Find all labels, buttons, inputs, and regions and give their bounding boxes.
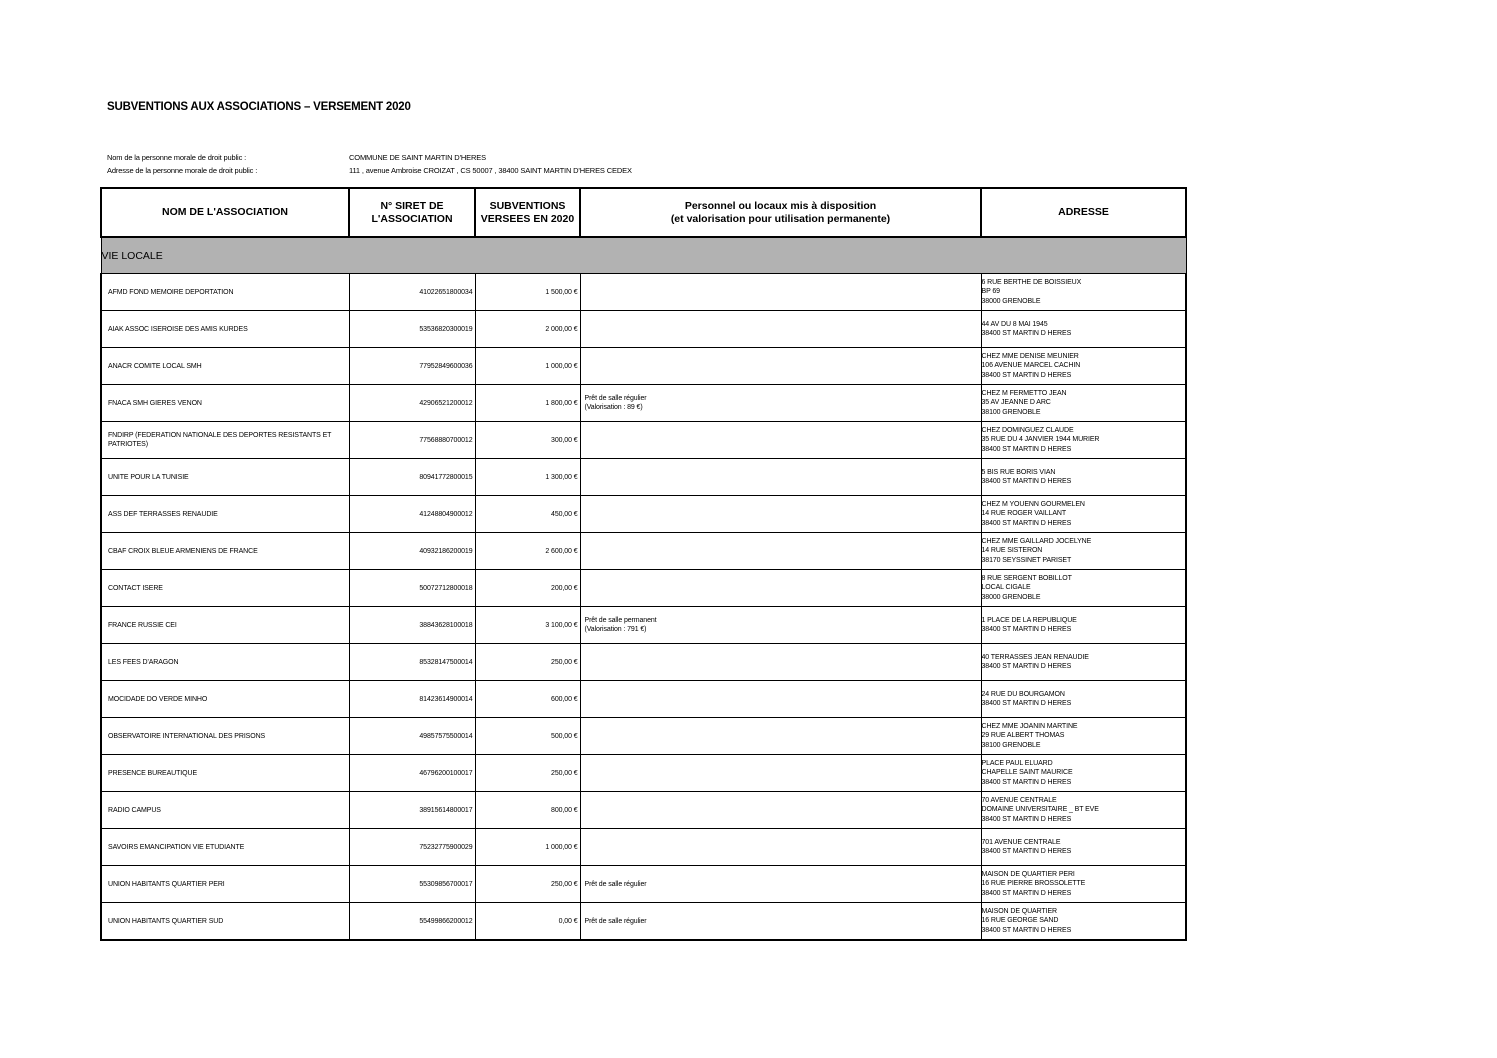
personnel-line: Prêt de salle régulier <box>584 917 647 925</box>
personnel-line: (Valorisation : 89 €) <box>584 404 643 411</box>
entity-address-value: 111 , avenue Ambroise CROIZAT , CS 50007 , 38400 SAINT MARTIN D'HERES CEDEX <box>349 166 632 175</box>
siret-number: 75232775900029 <box>349 829 475 866</box>
table-row <box>101 311 1186 348</box>
address-cell <box>981 533 1186 570</box>
address-cell <box>981 348 1186 385</box>
personnel-cell <box>580 422 981 459</box>
address-line: 701 AVENUE CENTRALE <box>981 838 1061 846</box>
address-line: 14 RUE ROGER VAILLANT <box>981 510 1067 518</box>
association-name: FNACA SMH GIERES VENON <box>101 385 349 422</box>
personnel-line: Prêt de salle régulier <box>584 395 647 402</box>
subsidy-amount: 2 000,00 € <box>475 311 580 348</box>
siret-number: 41248804900012 <box>349 496 475 533</box>
association-name: AFMD FOND MEMOIRE DEPORTATION <box>101 274 349 311</box>
personnel-cell <box>580 755 981 792</box>
association-name: AIAK ASSOC ISEROISE DES AMIS KURDES <box>101 311 349 348</box>
personnel-cell <box>580 533 981 570</box>
siret-number: 77568880700012 <box>349 422 475 459</box>
address-line: 38400 ST MARTIN D HERES <box>981 663 1072 670</box>
subsidy-amount: 300,00 € <box>475 422 580 459</box>
address-line: 38400 ST MARTIN D HERES <box>981 330 1072 337</box>
address-line: 35 AV JEANNE D ARC <box>981 399 1051 407</box>
personnel-cell <box>580 570 981 607</box>
header-personnel: Personnel ou locaux mis à disposition (et valorisation pour utilisation permanente) <box>580 188 981 237</box>
siret-number: 53536820300019 <box>349 311 475 348</box>
association-name: SAVOIRS EMANCIPATION VIE ETUDIANTE <box>101 829 349 866</box>
association-name: UNITE POUR LA TUNISIE <box>101 459 349 496</box>
siret-number: 77952849600036 <box>349 348 475 385</box>
address-cell <box>981 829 1186 866</box>
table-row <box>101 348 1186 385</box>
table-row <box>101 496 1186 533</box>
table-row <box>101 755 1186 792</box>
siret-number: 46796200100017 <box>349 755 475 792</box>
address-line: 44 AV DU 8 MAI 1945 <box>981 320 1048 328</box>
address-line: MAISON DE QUARTIER <box>981 907 1057 915</box>
address-line: CHEZ M YOUENN GOURMELEN <box>981 500 1085 508</box>
association-name: CBAF CROIX BLEUE ARMENIENS DE FRANCE <box>101 533 349 570</box>
personnel-cell <box>580 607 981 644</box>
subsidy-amount: 1 000,00 € <box>475 348 580 385</box>
table-row <box>101 866 1186 903</box>
personnel-cell <box>580 385 981 422</box>
subsidy-amount: 0,00 € <box>475 903 580 941</box>
address-line: 6 RUE BERTHE DE BOISSIEUX <box>981 278 1082 286</box>
address-line: 38100 GRENOBLE <box>981 741 1041 749</box>
association-name: ASS DEF TERRASSES RENAUDIE <box>101 496 349 533</box>
address-line: 38400 ST MARTIN D HERES <box>981 700 1072 707</box>
table-row <box>101 718 1186 755</box>
address-cell <box>981 459 1186 496</box>
siret-number: 42906521200012 <box>349 385 475 422</box>
subsidy-amount: 2 600,00 € <box>475 533 580 570</box>
address-line: 38400 ST MARTIN D HERES <box>981 889 1072 897</box>
address-line: 38400 ST MARTIN D HERES <box>981 519 1072 527</box>
siret-number: 55309856700017 <box>349 866 475 903</box>
personnel-cell <box>580 274 981 311</box>
subsidies-table <box>100 187 1187 941</box>
table-row <box>101 533 1186 570</box>
personnel-cell <box>580 459 981 496</box>
association-name: RADIO CAMPUS <box>101 792 349 829</box>
address-line: CHEZ M FERMETTO JEAN <box>981 389 1067 397</box>
siret-number: 50072712800018 <box>349 570 475 607</box>
address-line: 40 TERRASSES JEAN RENAUDIE <box>981 653 1089 661</box>
siret-number: 41022651800034 <box>349 274 475 311</box>
subsidy-amount: 450,00 € <box>475 496 580 533</box>
association-name: OBSERVATOIRE INTERNATIONAL DES PRISONS <box>101 718 349 755</box>
address-line: 38400 ST MARTIN D HERES <box>981 815 1072 823</box>
association-name: FRANCE RUSSIE CEI <box>101 607 349 644</box>
address-line: 38400 ST MARTIN D HERES <box>981 445 1072 453</box>
subsidy-amount: 800,00 € <box>475 792 580 829</box>
address-line: 35 RUE DU 4 JANVIER 1944 MURIER <box>981 436 1100 444</box>
header-subsidies: SUBVENTIONS VERSEES EN 2020 <box>475 188 580 237</box>
address-line: CHAPELLE SAINT MAURICE <box>981 769 1073 777</box>
subsidy-amount: 1 500,00 € <box>475 274 580 311</box>
siret-number: 55499866200012 <box>349 903 475 941</box>
table-row <box>101 274 1186 311</box>
siret-number: 40932186200019 <box>349 533 475 570</box>
address-line: 38400 ST MARTIN D HERES <box>981 478 1072 485</box>
association-name: ANACR COMITE LOCAL SMH <box>101 348 349 385</box>
address-cell <box>981 570 1186 607</box>
personnel-line: Prêt de salle régulier <box>584 880 647 888</box>
personnel-cell <box>580 348 981 385</box>
address-line: 16 RUE PIERRE BROSSOLETTE <box>981 880 1086 888</box>
address-cell <box>981 385 1186 422</box>
personnel-cell <box>580 311 981 348</box>
address-line: 14 RUE SISTERON <box>981 547 1043 555</box>
table-row <box>101 903 1186 941</box>
siret-number: 38843628100018 <box>349 607 475 644</box>
address-line: CHEZ DOMINGUEZ CLAUDE <box>981 426 1074 434</box>
table-row <box>101 681 1186 718</box>
address-cell <box>981 274 1186 311</box>
siret-number: 85328147500014 <box>349 644 475 681</box>
address-line: CHEZ MME JOANIN MARTINE <box>981 722 1078 730</box>
table-row <box>101 829 1186 866</box>
address-cell <box>981 311 1186 348</box>
address-line: CHEZ MME DENISE MEUNIER <box>981 352 1079 360</box>
personnel-cell <box>580 903 981 941</box>
personnel-line: (Valorisation : 791 €) <box>584 626 647 633</box>
address-cell <box>981 866 1186 903</box>
address-line: 38170 SEYSSINET PARISET <box>981 556 1072 564</box>
subsidy-amount: 250,00 € <box>475 866 580 903</box>
siret-number: 81423614900014 <box>349 681 475 718</box>
address-cell <box>981 422 1186 459</box>
personnel-line: Prêt de salle permanent <box>584 617 657 624</box>
subsidy-amount: 600,00 € <box>475 681 580 718</box>
address-cell <box>981 681 1186 718</box>
table-row <box>101 570 1186 607</box>
personnel-cell <box>580 829 981 866</box>
address-line: 38400 ST MARTIN D HERES <box>981 926 1072 934</box>
entity-name-value: COMMUNE DE SAINT MARTIN D'HERES <box>349 153 486 162</box>
association-name: PRESENCE BUREAUTIQUE <box>101 755 349 792</box>
subsidy-amount: 250,00 € <box>475 644 580 681</box>
personnel-cell <box>580 718 981 755</box>
address-line: 38000 GRENOBLE <box>981 593 1041 601</box>
address-cell <box>981 644 1186 681</box>
table-row <box>101 607 1186 644</box>
table-row <box>101 792 1186 829</box>
association-name: MOCIDADE DO VERDE MINHO <box>101 681 349 718</box>
address-line: MAISON DE QUARTIER PERI <box>981 870 1075 878</box>
address-line: 1 PLACE DE LA REPUBLIQUE <box>981 616 1077 624</box>
entity-address-label: Adresse de la personne morale de droit public : <box>107 166 258 175</box>
subsidy-amount: 1 300,00 € <box>475 459 580 496</box>
personnel-cell <box>580 792 981 829</box>
address-line: 38000 GRENOBLE <box>981 297 1041 305</box>
address-line: 38400 ST MARTIN D HERES <box>981 848 1072 855</box>
personnel-cell <box>580 496 981 533</box>
table-header-row <box>101 188 1186 237</box>
page-title: SUBVENTIONS AUX ASSOCIATIONS – VERSEMENT 2020 <box>107 101 411 113</box>
siret-number: 80941772800015 <box>349 459 475 496</box>
personnel-cell <box>580 681 981 718</box>
header-siret: N° SIRET DE L'ASSOCIATION <box>349 188 475 237</box>
subsidy-amount: 200,00 € <box>475 570 580 607</box>
table-row <box>101 422 1186 459</box>
address-line: 38100 GRENOBLE <box>981 408 1041 416</box>
siret-number: 38915614800017 <box>349 792 475 829</box>
address-cell <box>981 718 1186 755</box>
personnel-cell <box>580 866 981 903</box>
address-line: BP 69 <box>981 288 1000 296</box>
address-line: 24 RUE DU BOURGAMON <box>981 690 1065 698</box>
association-name: CONTACT ISERE <box>101 570 349 607</box>
address-line: 106 AVENUE MARCEL CACHIN <box>981 362 1081 370</box>
address-cell <box>981 607 1186 644</box>
subsidy-amount: 250,00 € <box>475 755 580 792</box>
table-row <box>101 459 1186 496</box>
association-name: LES FEES D'ARAGON <box>101 644 349 681</box>
entity-name-label: Nom de la personne morale de droit public : <box>107 153 247 162</box>
address-line: 38400 ST MARTIN D HERES <box>981 626 1072 633</box>
address-line: 5 BIS RUE BORIS VIAN <box>981 468 1056 476</box>
address-line: 16 RUE GEORGE SAND <box>981 917 1059 925</box>
address-line: 29 RUE ALBERT THOMAS <box>981 732 1065 740</box>
address-line: 38400 ST MARTIN D HERES <box>981 778 1072 786</box>
siret-number: 49857575500014 <box>349 718 475 755</box>
address-line: 38400 ST MARTIN D HERES <box>981 371 1072 379</box>
table-row <box>101 385 1186 422</box>
subsidy-amount: 1 800,00 € <box>475 385 580 422</box>
address-line: CHEZ MME GAILLARD JOCELYNE <box>981 537 1092 545</box>
address-line: LOCAL CIGALE <box>981 584 1031 592</box>
address-line: 70 AVENUE CENTRALE <box>981 796 1057 804</box>
section-row <box>101 237 1186 274</box>
address-line: PLACE PAUL ELUARD <box>981 759 1053 767</box>
address-cell <box>981 792 1186 829</box>
address-cell <box>981 496 1186 533</box>
address-cell <box>981 755 1186 792</box>
header-association-name: NOM DE L'ASSOCIATION <box>101 188 349 237</box>
personnel-cell <box>580 644 981 681</box>
section-label: VIE LOCALE <box>101 237 1186 274</box>
subsidy-amount: 3 100,00 € <box>475 607 580 644</box>
association-name: FNDIRP (FEDERATION NATIONALE DES DEPORTES RESISTANTS ET PATRIOTES) <box>101 422 349 459</box>
subsidy-amount: 1 000,00 € <box>475 829 580 866</box>
header-address: ADRESSE <box>981 188 1186 237</box>
address-cell <box>981 903 1186 941</box>
association-name: UNION HABITANTS QUARTIER SUD <box>101 903 349 941</box>
table-row <box>101 644 1186 681</box>
address-line: DOMAINE UNIVERSITAIRE _ BT EVE <box>981 806 1099 814</box>
subsidy-amount: 500,00 € <box>475 718 580 755</box>
association-name: UNION HABITANTS QUARTIER PERI <box>101 866 349 903</box>
address-line: 8 RUE SERGENT BOBILLOT <box>981 574 1072 582</box>
